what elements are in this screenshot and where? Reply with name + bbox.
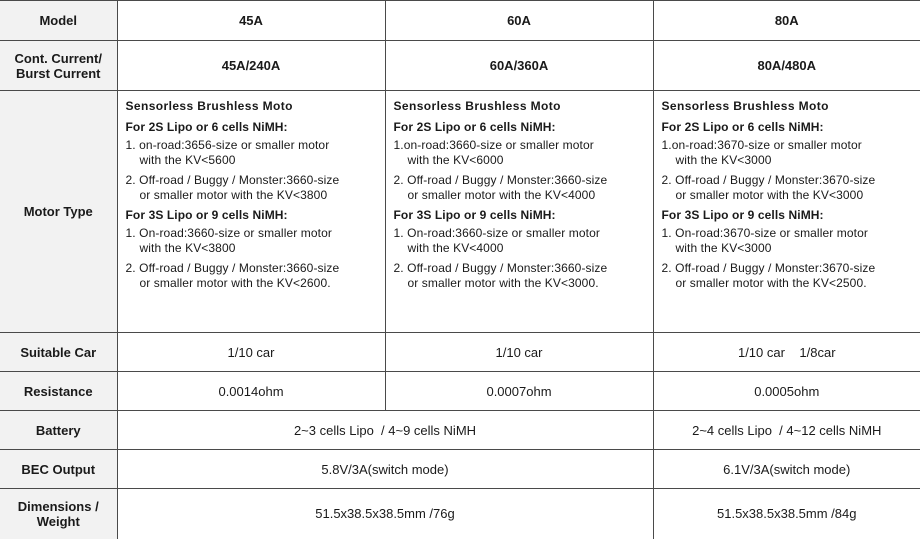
bec-80a: 6.1V/3A(switch mode) — [653, 450, 920, 489]
current-45a: 45A/240A — [117, 41, 385, 91]
motor-60a — [385, 91, 653, 333]
motor-spec-item: 2. Off-road / Buggy / Monster:3660-size or smaller motor with the KV<4000 — [393, 173, 608, 202]
resistance-60a: 0.0007ohm — [385, 372, 653, 411]
suitable-car-60a: 1/10 car — [385, 333, 653, 372]
battery-80a: 2~4 cells Lipo / 4~12 cells NiMH — [653, 411, 920, 450]
resistance-80a: 0.0005ohm — [653, 372, 920, 411]
row-label-battery: Battery — [0, 411, 117, 450]
motor-section-heading: For 3S Lipo or 9 cells NiMH: — [125, 208, 288, 222]
suitable-car-45a: 1/10 car — [117, 333, 385, 372]
col-header-80a: 80A — [653, 1, 920, 41]
motor-title: Sensorless Brushless Moto — [125, 99, 293, 113]
row-resistance — [0, 372, 920, 411]
motor-section-heading: For 3S Lipo or 9 cells NiMH: — [393, 208, 556, 222]
resistance-45a: 0.0014ohm — [117, 372, 385, 411]
bec-45a-60a: 5.8V/3A(switch mode) — [117, 450, 653, 489]
row-dimensions — [0, 489, 920, 539]
row-bec — [0, 450, 920, 489]
motor-spec-item: 1. On-road:3660-size or smaller motor with the KV<3800 — [125, 226, 332, 255]
motor-title: Sensorless Brushless Moto — [661, 99, 829, 113]
row-current — [0, 41, 920, 91]
row-label-motor: Motor Type — [0, 91, 117, 333]
dimensions-80a: 51.5x38.5x38.5mm /84g — [653, 489, 920, 539]
motor-spec-item: 1.on-road:3660-size or smaller motor with the KV<6000 — [393, 138, 594, 167]
motor-spec-item: 2. Off-road / Buggy / Monster:3670-size or smaller motor with the KV<2500. — [661, 261, 876, 290]
row-label-resistance: Resistance — [0, 372, 117, 411]
row-label-dimensions: Dimensions / Weight — [0, 489, 117, 539]
suitable-car-80a: 1/10 car 1/8car — [653, 333, 920, 372]
row-motor-type — [0, 91, 920, 333]
motor-spec-item: 1. On-road:3670-size or smaller motor with the KV<3000 — [661, 226, 868, 255]
motor-section-heading: For 2S Lipo or 6 cells NiMH: — [393, 120, 556, 134]
motor-title: Sensorless Brushless Moto — [393, 99, 561, 113]
row-label-suitable-car: Suitable Car — [0, 333, 117, 372]
current-60a: 60A/360A — [385, 41, 653, 91]
current-80a: 80A/480A — [653, 41, 920, 91]
row-model — [0, 1, 920, 41]
motor-spec-item: 1.on-road:3670-size or smaller motor with the KV<3000 — [661, 138, 862, 167]
row-label-bec: BEC Output — [0, 450, 117, 489]
col-header-45a: 45A — [117, 1, 385, 41]
motor-section-heading: For 3S Lipo or 9 cells NiMH: — [661, 208, 824, 222]
motor-spec-item: 2. Off-road / Buggy / Monster:3660-size or smaller motor with the KV<3800 — [125, 173, 340, 202]
battery-45a-60a: 2~3 cells Lipo / 4~9 cells NiMH — [117, 411, 653, 450]
motor-spec-item: 2. Off-road / Buggy / Monster:3660-size or smaller motor with the KV<2600. — [125, 261, 340, 290]
motor-spec-item: 1. on-road:3656-size or smaller motor with the KV<5600 — [125, 138, 330, 167]
motor-spec-item: 1. On-road:3660-size or smaller motor with the KV<4000 — [393, 226, 600, 255]
motor-section-heading: For 2S Lipo or 6 cells NiMH: — [661, 120, 824, 134]
row-label-current: Cont. Current/ Burst Current — [0, 41, 117, 91]
motor-spec-item: 2. Off-road / Buggy / Monster:3660-size or smaller motor with the KV<3000. — [393, 261, 608, 290]
row-label-model: Model — [0, 1, 117, 41]
motor-spec-item: 2. Off-road / Buggy / Monster:3670-size or smaller motor with the KV<3000 — [661, 173, 876, 202]
row-battery — [0, 411, 920, 450]
motor-80a — [653, 91, 920, 333]
row-suitable-car — [0, 333, 920, 372]
motor-45a — [117, 91, 385, 333]
col-header-60a: 60A — [385, 1, 653, 41]
motor-section-heading: For 2S Lipo or 6 cells NiMH: — [125, 120, 288, 134]
dimensions-45a-60a: 51.5x38.5x38.5mm /76g — [117, 489, 653, 539]
